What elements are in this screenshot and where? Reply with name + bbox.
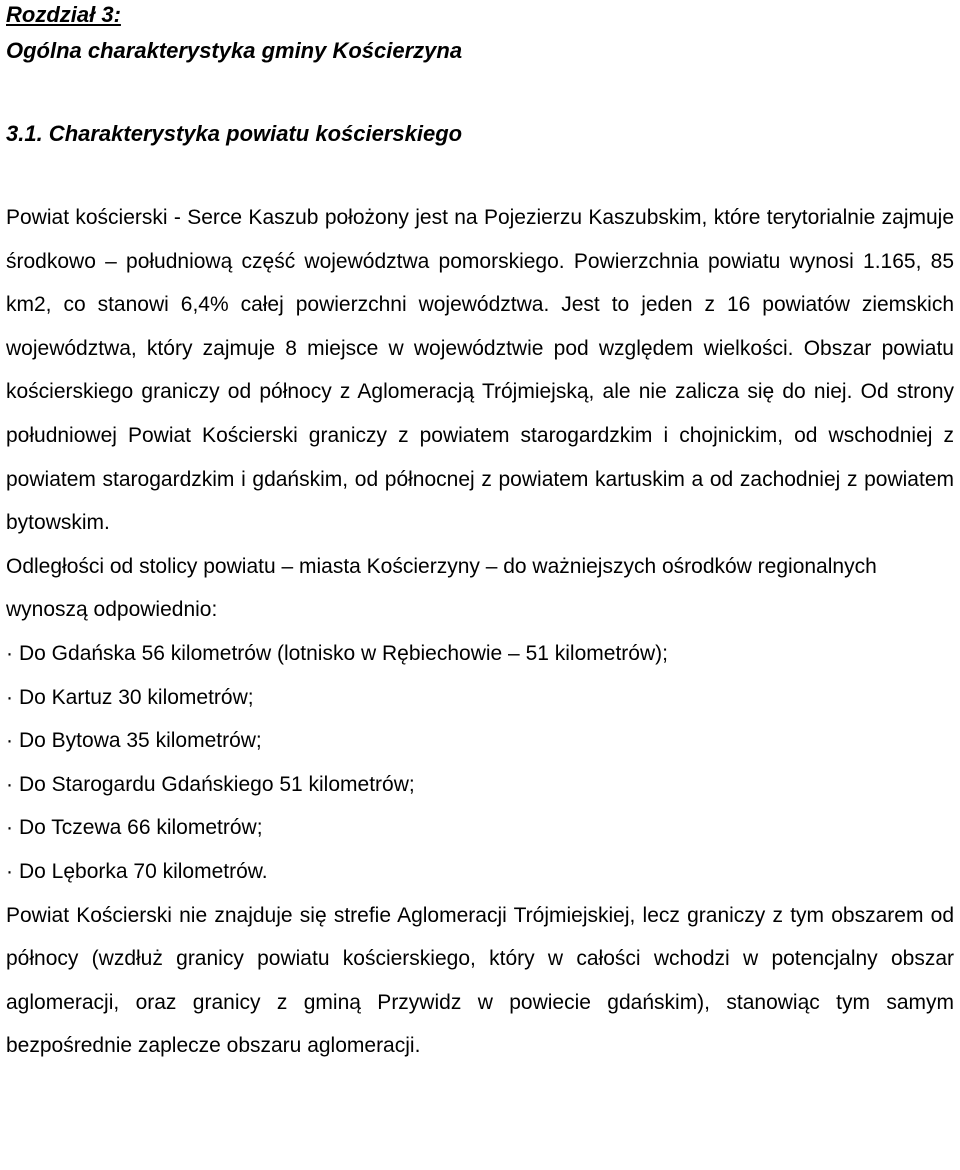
list-item-text: Do Starogardu Gdańskiego 51 kilometrów; bbox=[19, 772, 415, 796]
list-item bbox=[6, 850, 954, 894]
list-item-text: Do Lęborka 70 kilometrów. bbox=[19, 859, 268, 883]
bullet-dot-icon: · bbox=[6, 816, 13, 840]
list-item-text: Do Gdańska 56 kilometrów (lotnisko w Rębiechowie – 51 kilometrów); bbox=[19, 641, 668, 665]
document-page bbox=[6, 0, 954, 1068]
intro-paragraph: Powiat kościerski - Serce Kaszub położony jest na Pojezierzu Kaszubskim, które terytorialnie zajmuje środkowo – południową część województwa pomorskiego. Powierzchnia powiatu wynosi 1.165, 85 km2, co stanowi 6,4% całej powierzchni województwa. Jest to jeden z 16 powiatów ziemskich województwa, który zajmuje 8 miejsce w województwie pod względem wielkości. Obszar powiatu kościerskiego graniczy od północy z Aglomeracją Trójmiejską, ale nie zalicza się do niej. Od strony południowej Powiat Kościerski graniczy z powiatem starogardzkim i chojnickim, od wschodniej z powiatem starogardzkim i gdańskim, od północnej z powiatem kartuskim a od zachodniej z powiatem bytowskim. bbox=[6, 206, 954, 535]
section-title: 3.1. Charakterystyka powiatu kościerskiego bbox=[6, 121, 463, 146]
distances-list bbox=[6, 632, 954, 894]
bullet-dot-icon: · bbox=[6, 729, 13, 753]
bullet-dot-icon: · bbox=[6, 859, 13, 883]
list-item bbox=[6, 763, 954, 807]
list-item-text: Do Bytowa 35 kilometrów; bbox=[19, 729, 262, 753]
list-item-text: Do Kartuz 30 kilometrów; bbox=[19, 685, 254, 709]
bullet-dot-icon: · bbox=[6, 641, 13, 665]
bullet-dot-icon: · bbox=[6, 772, 13, 796]
chapter-title: Ogólna charakterystyka gminy Kościerzyna bbox=[6, 38, 463, 63]
list-item bbox=[6, 676, 954, 720]
closing-paragraph: Powiat Kościerski nie znajduje się strefie Aglomeracji Trójmiejskiej, lecz graniczy z tym obszarem od północy (wzdłuż granicy powiatu kościerskiego, który w całości wchodzi w potencjalny obszar aglomeracji, oraz granicy z gminą Przywidz w powiecie gdańskim), stanowiąc tym samym bezpośrednie zaplecze obszaru aglomeracji. bbox=[6, 903, 954, 1058]
distances-intro-paragraph: Odległości od stolicy powiatu – miasta Kościerzyny – do ważniejszych ośrodków regionalnych wynoszą odpowiednio: bbox=[6, 554, 877, 622]
list-item bbox=[6, 632, 954, 676]
list-item-text: Do Tczewa 66 kilometrów; bbox=[19, 816, 263, 840]
chapter-label: Rozdział 3: bbox=[6, 2, 121, 27]
list-item bbox=[6, 806, 954, 850]
list-item bbox=[6, 719, 954, 763]
bullet-dot-icon: · bbox=[6, 685, 13, 709]
